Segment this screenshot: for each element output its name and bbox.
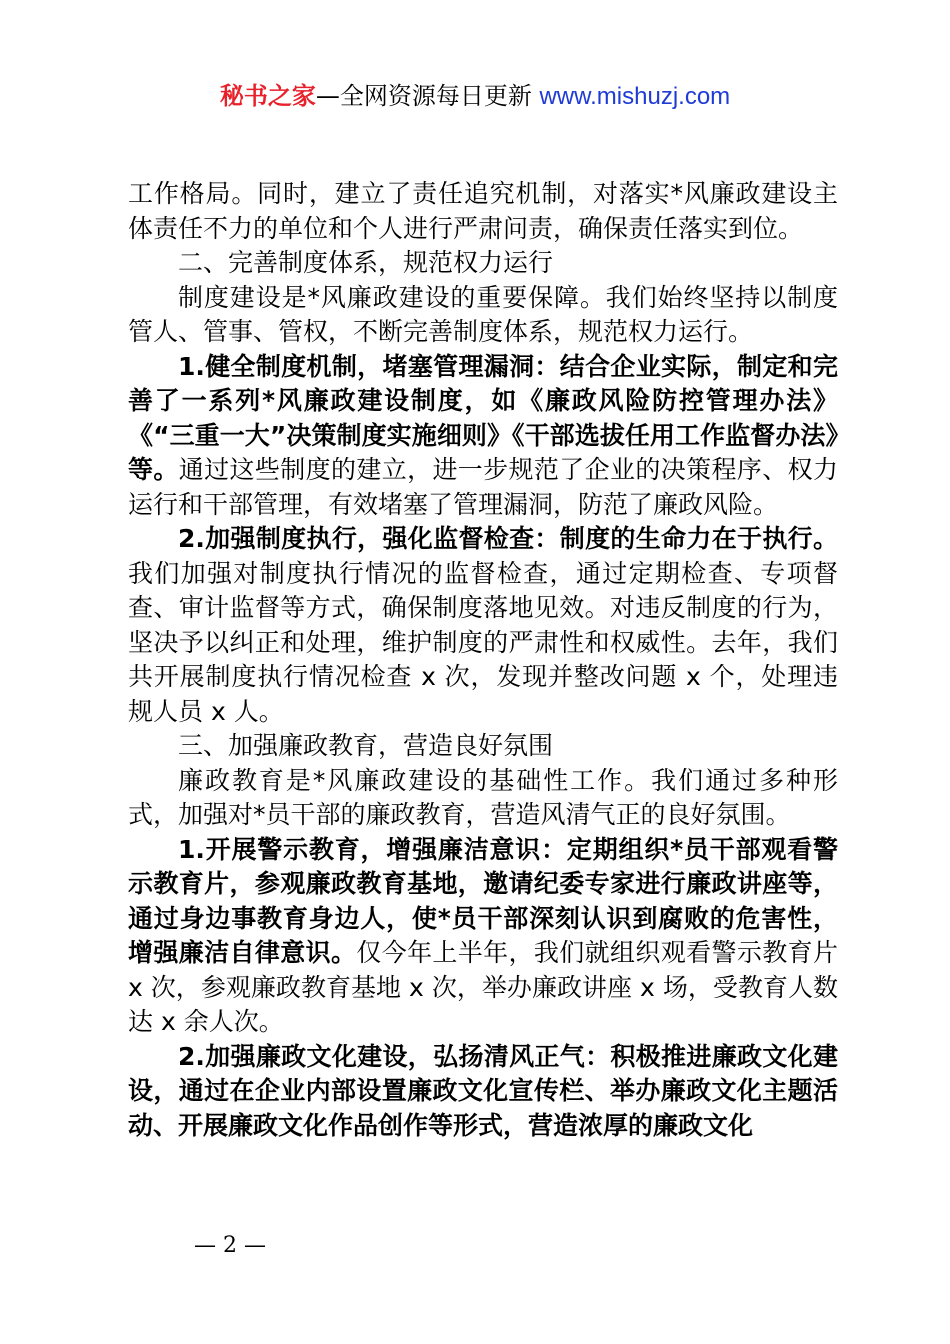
site-url-link[interactable]: www.mishuzj.com bbox=[539, 83, 731, 110]
item-3-1-lead: 1.开展警示教育，增强廉洁意识：定期组织*员干部观看警示教育片，参观廉政教育基地，邀请纪委专家进行廉政讲座等，通过身边事教育身边人，使*员干部深刻认识到腐败的危害性，增强廉洁自律意识。 bbox=[128, 834, 838, 967]
paragraph-item-2-2 bbox=[128, 522, 838, 729]
paragraph-item-3-1 bbox=[128, 833, 838, 1040]
item-2-1-lead: 1.健全制度机制，堵塞管理漏洞：结合企业实际，制定和完善了一系列*风廉政建设制度，如《廉政风险防控管理办法》《“三重一大”决策制度实施细则》《干部选拔任用工作监督办法》等。 bbox=[128, 351, 838, 484]
paragraph-continued: 工作格局。同时，建立了责任追究机制，对落实*风廉政建设主体责任不力的单位和个人进行严肃问责，确保责任落实到位。 bbox=[128, 179, 838, 243]
brand-name: 秘书之家 bbox=[219, 82, 316, 110]
header-tagline: —全网资源每日更新 bbox=[315, 82, 532, 110]
item-3-1-text: 仅今年上半年，我们就组织观看警示教育片 x 次，参观廉政教育基地 x 次，举办廉政讲座 x 场，受教育人数达 x 余人次。 bbox=[128, 938, 838, 1036]
paragraph-item-2-1 bbox=[128, 350, 838, 523]
item-2-2-text: 我们加强对制度执行情况的监督检查，通过定期检查、专项督查、审计监督等方式，确保制度落地见效。对违反制度的行为，坚决予以纠正和处理，维护制度的严肃性和权威性。去年，我们共开展制度执行情况检查 x 次，发现并整改问题 x 个，处理违规人员 x 人。 bbox=[128, 558, 838, 726]
site-header bbox=[0, 80, 950, 113]
item-2-1-text: 通过这些制度的建立，进一步规范了企业的决策程序、权力运行和干部管理，有效堵塞了管理漏洞，防范了廉政风险。 bbox=[128, 455, 838, 519]
document-body bbox=[128, 177, 838, 1143]
section-heading-2: 二、完善制度体系，规范权力运行 bbox=[178, 248, 554, 277]
paragraph-intro-2: 制度建设是*风廉政建设的重要保障。我们始终坚持以制度管人、管事、管权，不断完善制度体系，规范权力运行。 bbox=[128, 282, 838, 346]
page-number: — 2 — bbox=[194, 1233, 266, 1258]
paragraph-item-3-2 bbox=[128, 1040, 838, 1144]
item-3-2-lead: 2.加强廉政文化建设，弘扬清风正气：积极推进廉政文化建设，通过在企业内部设置廉政文化宣传栏、举办廉政文化主题活动、开展廉政文化作品创作等形式，营造浓厚的廉政文化 bbox=[128, 1041, 838, 1140]
item-2-2-lead: 2.加强制度执行，强化监督检查：制度的生命力在于执行。 bbox=[178, 524, 838, 553]
paragraph-intro-3: 廉政教育是*风廉政建设的基础性工作。我们通过多种形式，加强对*员干部的廉政教育，营造风清气正的良好氛围。 bbox=[128, 765, 838, 829]
section-heading-3: 三、加强廉政教育，营造良好氛围 bbox=[178, 731, 554, 760]
